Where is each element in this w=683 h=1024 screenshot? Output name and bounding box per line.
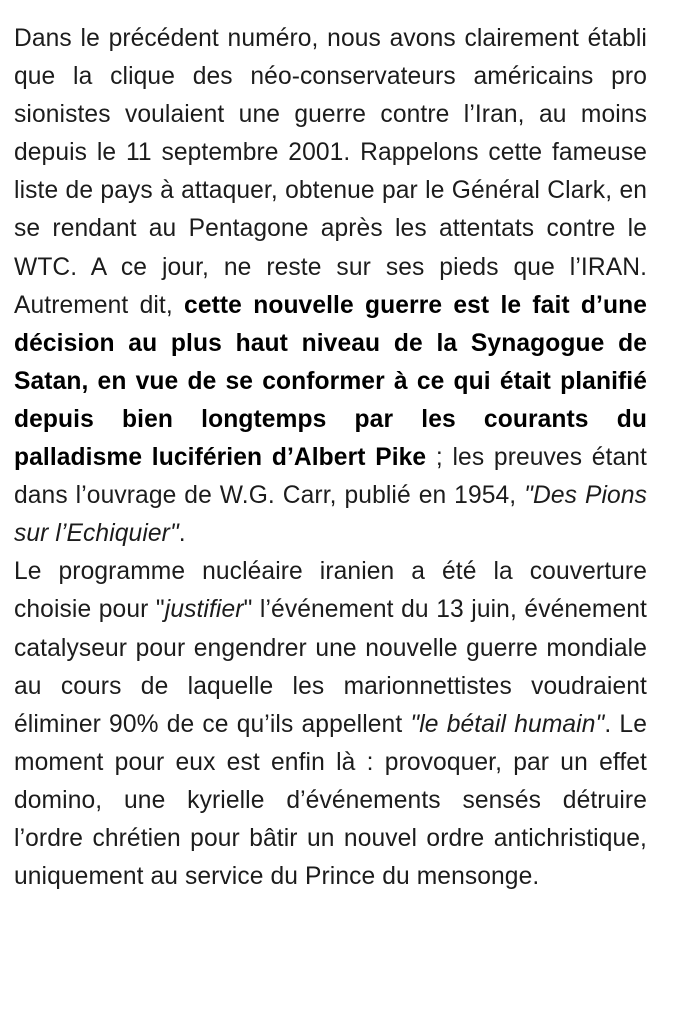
book-title: "Des Pions sur l’Echiquier" [14, 482, 647, 548]
paragraph-1-end: . [178, 520, 186, 548]
paragraph-2-part-3: . Le moment pour eux est enfin là : provoquer, par un effet domino, une kyrielle d’événements sensés détruire l’ordre chrétien pour bâtir un nouvel ordre antichristique, uniquement au service du Prince du mensonge. [14, 710, 647, 891]
paragraph-2 [14, 553, 647, 896]
paragraph-1-bold-statement: cette nouvelle guerre est le fait d’une décision au plus haut niveau de la Synagogue de Satan, en vue de se conformer à ce qui était planifié depuis bien longtemps par les courants du palladisme luciférien d’Albert Pike [14, 291, 647, 472]
paragraph-1-after-bold: ; les preuves étant dans l’ouvrage de W.G. Carr, publié en 1954, [14, 444, 647, 510]
betail-humain-quote: "le bétail humain" [410, 710, 605, 738]
paragraph-2-part-1: Le programme nucléaire iranien a été la couverture choisie pour " [14, 558, 647, 624]
paragraph-1 [14, 20, 647, 553]
article-body [14, 20, 647, 896]
paragraph-2-part-2: " l’événement du 13 juin, événement catalyseur pour engendrer une nouvelle guerre mondiale au cours de laquelle les marionnettistes voudraient éliminer 90% de ce qu’ils appellent [14, 596, 647, 738]
justifier-word: justifier [164, 596, 244, 624]
paragraph-1-intro: Dans le précédent numéro, nous avons clairement établi que la clique des néo-conservateurs américains pro sionistes voulaient une guerre contre l’Iran, au moins depuis le 11 septembre 2001. Rappelons cette fameuse liste de pays à attaquer, obtenue par le Général Clark, en se rendant au Pentagone après les attentats contre le WTC. A ce jour, ne reste sur ses pieds que l’IRAN. Autrement dit, [14, 25, 647, 319]
